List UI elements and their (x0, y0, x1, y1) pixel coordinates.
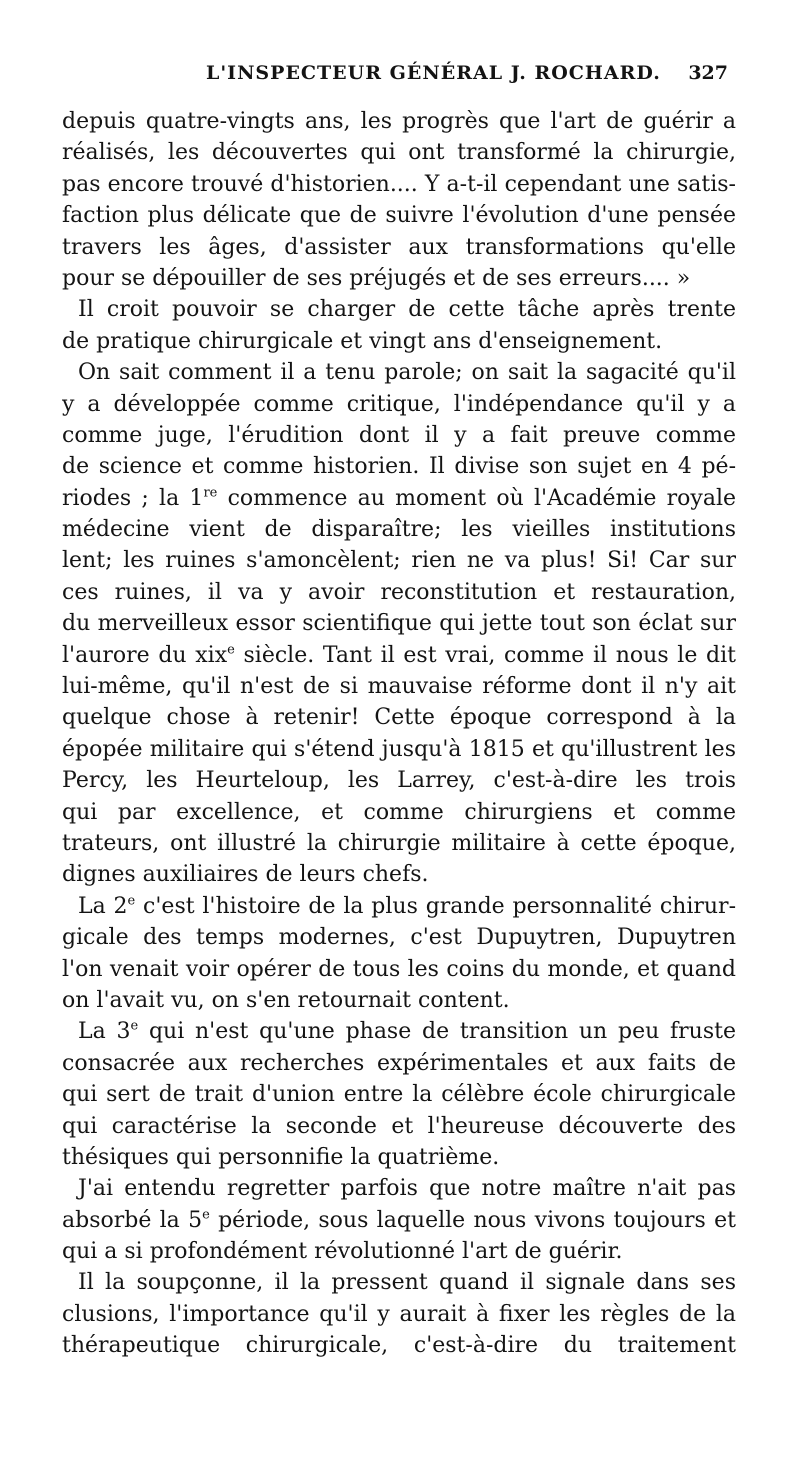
text-line: La 2e c'est l'histoire de la plus grande personnalité chirur- (78, 893, 736, 919)
running-head-title: L'INSPECTEUR GÉNÉRAL J. ROCHARD. (206, 62, 661, 84)
text-line: gicale des temps modernes, c'est Dupuytren, Dupuytren (62, 925, 736, 951)
text-line: absorbé la 5e période, sous laquelle nous vivons toujours et (62, 1207, 736, 1233)
text-line: de science et comme historien. Il divise son sujet en 4 pé- (62, 454, 736, 480)
text-line: qui sert de trait d'union entre la célèbre école chirurgicale (62, 1082, 736, 1108)
text-line: La 3e qui n'est qu'une phase de transition un peu fruste (78, 1019, 736, 1045)
text-line: travers les âges, d'assister aux transformations qu'elle (62, 234, 736, 260)
text-line: qui a si profondément révolutionné l'art de guérir. (62, 1239, 623, 1265)
text-line: thérapeutique chirurgicale, c'est-à-dire du traitement (62, 1333, 736, 1359)
ordinal-suffix: e (127, 893, 136, 909)
text-line: qui par excellence, et comme chirurgiens et comme (62, 799, 736, 825)
ordinal-suffix: re (203, 485, 218, 501)
text-line: Il la soupçonne, il la pressent quand il signale dans ses (78, 1270, 736, 1296)
ordinal-suffix: e (202, 1207, 210, 1223)
text-line: trateurs, ont illustré la chirurgie militaire à cette époque, (62, 830, 736, 856)
text-line: y a développée comme critique, l'indépendance qu'il y a (62, 391, 736, 417)
text-line: Percy, les Heurteloup, les Larrey, c'est-à-dire les trois (62, 768, 736, 794)
text-line: Il croit pouvoir se charger de cette tâche après trente (78, 297, 736, 323)
text-line: du merveilleux essor scientifique qui jette tout son éclat sur (62, 611, 736, 637)
text-line: réalisés, les découvertes qui ont transformé la chirurgie, (62, 140, 736, 166)
text-line: riodes ; la 1re commence au moment où l'Académie royale (62, 485, 736, 511)
body-text (62, 106, 736, 1362)
text-line: faction plus délicate que de suivre l'évolution d'une pensée (62, 203, 736, 229)
text-line: de pratique chirurgicale et vingt ans d'enseignement. (62, 328, 663, 354)
text-line: pour se dépouiller de ses préjugés et de ses erreurs.... » (62, 265, 691, 291)
text-line: ces ruines, il va y avoir reconstitution et restauration, (62, 579, 736, 605)
text-line: consacrée aux recherches expérimentales et aux faits de (62, 1050, 736, 1076)
text-line: médecine vient de disparaître; les vieilles institutions (62, 517, 736, 543)
text-line: On sait comment il a tenu parole; on sait la sagacité qu'il (78, 360, 736, 386)
text-line: clusions, l'importance qu'il y aurait à fixer les règles de la (62, 1301, 736, 1327)
text-line: l'on venait voir opérer de tous les coins du monde, et quand (62, 956, 736, 982)
text-line: on l'avait vu, on s'en retournait content. (62, 987, 510, 1013)
text-line: quelque chose à retenir! Cette époque correspond à la (62, 705, 736, 731)
text-line: qui caractérise la seconde et l'heureuse découverte des (62, 1113, 736, 1139)
ordinal-suffix: e (227, 642, 235, 658)
text-line: pas encore trouvé d'historien.... Y a-t-il cependant une satis- (62, 171, 736, 197)
text-line: l'aurore du xix$^e$ siècle. Tant il est vrai, comme il nous le dit (62, 642, 736, 668)
text-line: thésiques qui personnifie la quatrième. (62, 1144, 500, 1170)
text-line: lent; les ruines s'amoncèlent; rien ne va plus! Si! Car sur (62, 548, 736, 574)
text-line: J'ai entendu regretter parfois que notre maître n'ait pas (78, 1176, 736, 1202)
text-line: épopée militaire qui s'étend jusqu'à 1815 et qu'illustrent les (62, 736, 736, 762)
text-line: comme juge, l'érudition dont il y a fait preuve comme (62, 422, 736, 448)
text-line: dignes auxiliaires de leurs chefs. (62, 862, 429, 888)
page-number: 327 (688, 62, 728, 84)
text-line: lui-même, qu'il n'est de si mauvaise réforme dont il n'y ait (62, 674, 736, 700)
running-head (206, 62, 728, 92)
ordinal-suffix: e (130, 1019, 139, 1034)
text-line: depuis quatre-vingts ans, les progrès que l'art de guérir a (62, 109, 736, 134)
